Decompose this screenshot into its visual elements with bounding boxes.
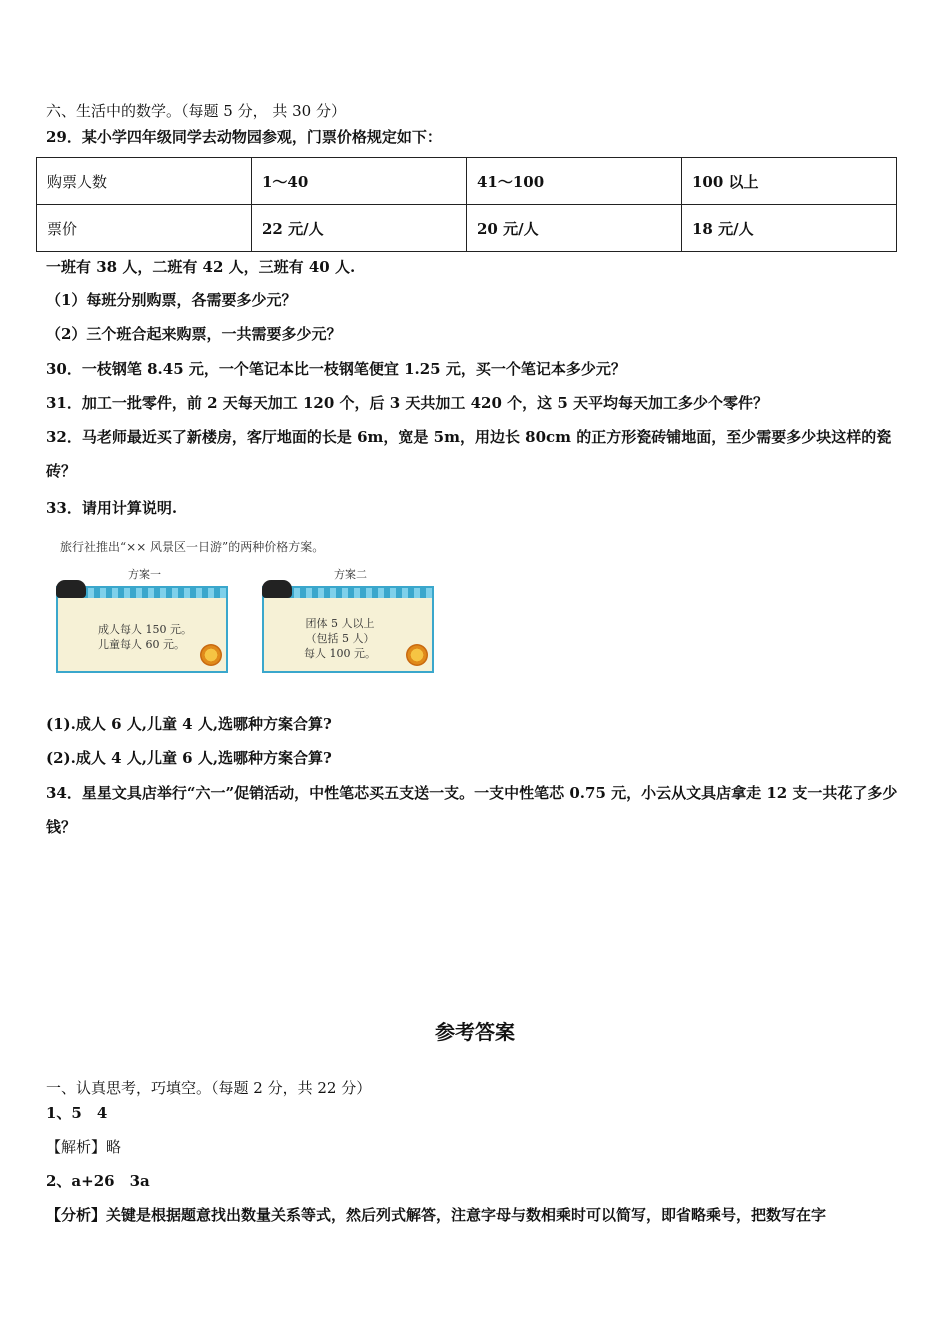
question-31: 31．加工一批零件，前 2 天每天加工 120 个，后 3 天共加工 420 个，这 5 天平均每天加工多少个零件？ xyxy=(46,394,769,412)
camera-icon xyxy=(262,580,292,598)
table-cell: 18 元/人 xyxy=(682,205,897,252)
question-34: 34．星星文具店举行“六一”促销活动，中性笔芯买五支送一支。一支中性笔芯 0.75 元，小云从文具店拿走 12 支一共花了多少钱？ xyxy=(46,784,898,836)
plan1-card xyxy=(56,586,228,673)
question-33: 33．请用计算说明. xyxy=(46,499,178,517)
plan1-line: 儿童每人 60 元。 xyxy=(98,638,185,651)
price-plan-figure xyxy=(46,536,446,681)
table-cell: 1～40 xyxy=(252,158,467,205)
q29-sub2: （2）三个班合起来购票，一共需要多少元？ xyxy=(46,325,342,343)
answer-1-analysis: 【解析】略 xyxy=(46,1138,122,1156)
table-cell: 票价 xyxy=(37,205,252,252)
question-29: 29．某小学四年级同学去动物园参观，门票价格规定如下： xyxy=(46,128,442,146)
camera-icon xyxy=(56,580,86,598)
answer-2-analysis: 【分析】关键是根据题意找出数量关系等式，然后列式解答，注意字母与数相乘时可以简写，即省略乘号，把数写在字 xyxy=(46,1206,827,1224)
q29-sub1: （1）每班分别购票，各需要多少元？ xyxy=(46,291,297,309)
answer-2: 2、a+26 3a xyxy=(46,1172,150,1190)
table-cell: 100 以上 xyxy=(682,158,897,205)
lion-icon xyxy=(200,644,222,666)
ticket-price-table xyxy=(36,157,897,252)
table-cell: 22 元/人 xyxy=(252,205,467,252)
answers-title: 参考答案 xyxy=(435,1020,515,1044)
lion-icon xyxy=(406,644,428,666)
plan2-line: 每人 100 元。 xyxy=(304,647,376,660)
plan2-label: 方案二 xyxy=(334,568,367,581)
q33-sub1: (1).成人 6 人,儿童 4 人,选哪种方案合算? xyxy=(46,715,332,733)
table-cell: 20 元/人 xyxy=(467,205,682,252)
table-row xyxy=(37,158,897,205)
plan2-card xyxy=(262,586,434,673)
question-30: 30．一枝钢笔 8.45 元，一个笔记本比一枝钢笔便宜 1.25 元，买一个笔记本多少元？ xyxy=(46,360,626,378)
plan2-line: （包括 5 人） xyxy=(305,632,375,645)
table-row xyxy=(37,205,897,252)
question-32: 32．马老师最近买了新楼房，客厅地面的长是 6m，宽是 5m，用边长 80cm 的正方形瓷砖铺地面，至少需要多少块这样的瓷砖？ xyxy=(46,428,892,480)
answer-1: 1、5 4 xyxy=(46,1104,108,1122)
table-cell: 购票人数 xyxy=(37,158,252,205)
answers-section1-heading: 一、认真思考，巧填空。（每题 2 分，共 22 分） xyxy=(46,1079,372,1097)
table-cell: 41～100 xyxy=(467,158,682,205)
plan2-text xyxy=(304,616,376,661)
q33-sub2: (2).成人 4 人,儿童 6 人,选哪种方案合算? xyxy=(46,749,332,767)
figure-caption: 旅行社推出“×× 风景区一日游”的两种价格方案。 xyxy=(60,540,325,554)
q29-info: 一班有 38 人，二班有 42 人，三班有 40 人. xyxy=(46,258,356,276)
plan2-line: 团体 5 人以上 xyxy=(305,617,375,630)
plan1-line: 成人每人 150 元。 xyxy=(98,623,192,636)
plan1-text xyxy=(98,622,192,652)
plan1-label: 方案一 xyxy=(128,568,161,581)
section6-heading: 六、生活中的数学。（每题 5 分， 共 30 分） xyxy=(46,102,346,120)
